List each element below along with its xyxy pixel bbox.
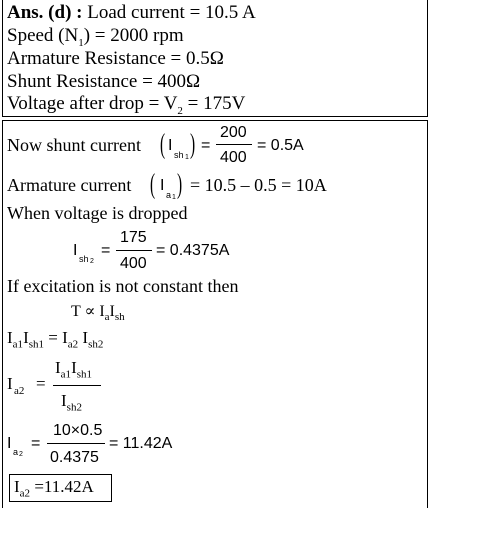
given-armature-resistance: Armature Resistance = 0.5Ω <box>7 48 224 69</box>
given-shunt-resistance: Shunt Resistance = 400Ω <box>7 71 201 92</box>
ia2-denominator: $I_{sh2}$ <box>61 391 82 414</box>
solution-panel: Now shunt current ( I sh 1 ) = 200 400 = 0.5A Armature current ( I a 1 ) = 10.5 – 0.5 = 10A When voltage is dropped I sh 2 = 175 400 = 0.4375A If excitation is not constant then $T \propto I_aI_{sh}$ $I_{a1}I_{sh1} = I_{a2}$ $I_{sh2}$ I a2 = $I_{a1}I_{sh1}$ $I_{sh2}$ I a 2 = 10×0.5 0.4375 = 11.42A $I_{a2} =11.42A$ <box>2 120 428 508</box>
given-load-current <box>7 2 256 24</box>
fraction-denominator: 400 <box>220 149 247 166</box>
paren-close: ) <box>190 129 196 160</box>
given-data-panel <box>2 0 428 117</box>
calc-numerator: 10×0.5 <box>53 422 103 439</box>
ish2-result: = 0.4375A <box>156 242 230 259</box>
fraction-numerator: 200 <box>220 124 247 141</box>
voltage-dropped-label: When voltage is dropped <box>7 203 188 223</box>
given-speed: Speed $(N_1) = 2000$ rpm <box>7 25 184 49</box>
excitation-label: If excitation is not constant then <box>7 276 239 296</box>
calc-denominator: 0.4375 <box>50 449 99 466</box>
answer-label: Ans. (d) : <box>7 2 83 23</box>
calc-result: = 11.42A <box>109 435 173 452</box>
armature-current-result: = 10.5 – 0.5 = 10A <box>190 175 327 195</box>
torque-proportional: $T \propto I_aI_{sh}$ <box>71 303 125 324</box>
final-answer-value: =11.42A <box>30 477 94 496</box>
given-voltage-after-drop: Voltage after drop = $V_2 = 175V$ <box>7 93 246 117</box>
ia2-numerator: $I_{a1}I_{sh1}$ <box>55 358 93 381</box>
final-answer-box: $I_{a2} =11.42A$ <box>9 474 112 502</box>
fraction-bar <box>216 144 252 145</box>
armature-current-label: Armature current <box>7 175 132 195</box>
load-current-text: Load current = 10.5 A <box>87 2 256 23</box>
paren-open: ( <box>160 129 166 160</box>
shunt-current-label: Now shunt current <box>7 135 141 155</box>
shunt-current-result: = 0.5A <box>257 137 304 154</box>
equation-flux-balance: $I_{a1}I_{sh1} = I_{a2}$ $I_{sh2}$ <box>7 328 104 351</box>
